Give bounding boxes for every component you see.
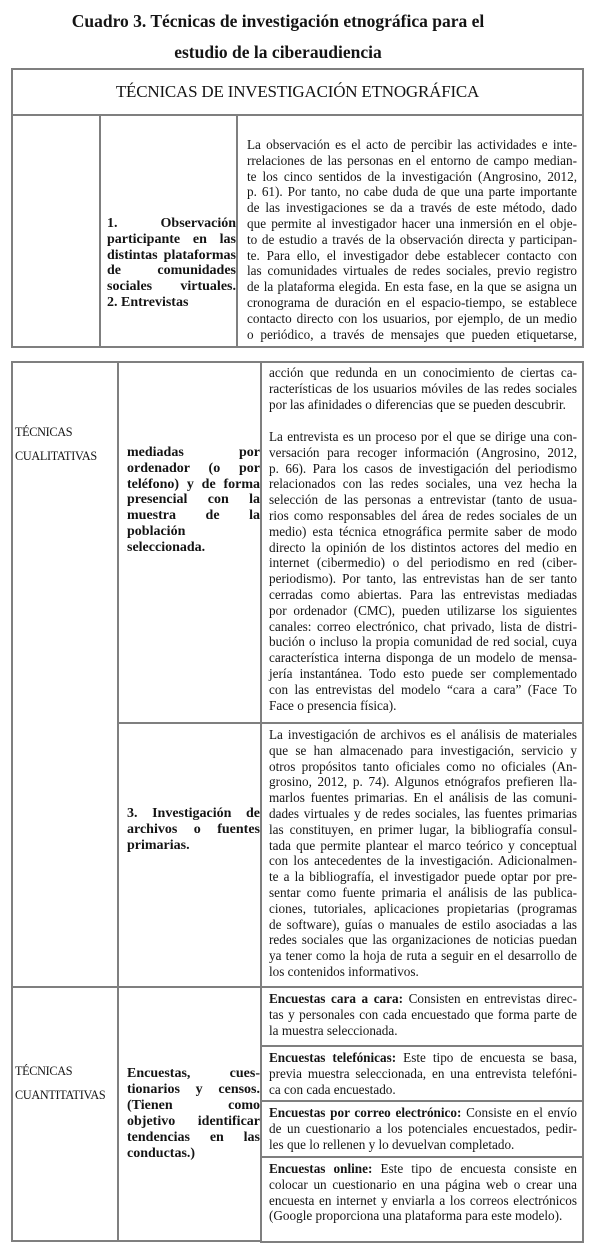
caption-line-1: Cuadro 3. Técnicas de investigación etnográfica para el (71, 11, 485, 31)
survey-text: Consisten en entrevistas direc- (402, 991, 577, 1006)
survey-first-line (269, 1105, 577, 1121)
technique-line: 1. Observación (107, 216, 236, 231)
survey-description (269, 1121, 577, 1153)
technique-line: presencial con la (127, 492, 260, 508)
text-line: por las afinidades o diferencias que se pueden descubrir. (269, 396, 566, 412)
survey-text: Este tipo de encuesta se basa, (396, 1050, 578, 1065)
text-line: los contenidos informativos. (269, 963, 419, 979)
text-line: otros propósitos tanto oficiales como no oficiales (An- (269, 758, 577, 774)
category-label-quantitative (15, 1059, 117, 1107)
text-line: jería instantánea. Todo esto puede ser complementado (269, 665, 577, 681)
text-line: marlos fuentes primarias. En el análisis de las comuni- (269, 790, 577, 806)
text-line: (Google proporciona una plataforma para este modelo). (269, 1208, 563, 1224)
text-line: versación para recoger información (Angrosino, 2012, (269, 444, 577, 460)
description-paragraph (269, 365, 577, 412)
table-header-cell (11, 68, 584, 116)
technique-cell-observation (99, 114, 238, 348)
text-line: previa muestra seleccionada, en una entrevista telefóni- (269, 1065, 577, 1081)
technique-line: (Tienen como (127, 1098, 260, 1113)
survey-cell-online (260, 1156, 584, 1243)
text-line: ciones, tutoriales, aplicaciones propietarias (programas (269, 900, 577, 916)
text-line: rios como responsables del área de redes sociales de un (269, 507, 577, 523)
category-line: CUALITATIVAS (15, 449, 97, 463)
text-line: con los antecedentes de la investigación. Adicionalmen- (269, 853, 577, 869)
description-cell-interviews (260, 361, 584, 724)
category-cell-qualitative (11, 361, 119, 988)
text-line: internet (cibermedio) o del periodismo en red (ciber- (269, 555, 577, 571)
text-line: por ordenador (CMC), pueden utilizarse los siguientes (269, 602, 577, 618)
text-line: con las entrevistas del modelo “cara a cara” (Face To (269, 681, 577, 697)
text-line: de las investigaciones se da a través de este método, dado (247, 200, 577, 216)
survey-description (269, 1007, 577, 1039)
text-line: to de estudio a través de la observación directa y participan- (247, 231, 577, 247)
survey-first-line (269, 1050, 577, 1066)
technique-line: ordenador (o por (127, 460, 260, 476)
technique-cell-archives (117, 722, 262, 988)
text-line: redes sociales que las organizaciones de noticias puedan (269, 932, 577, 948)
text-line: periodismo). Por tanto, las entrevistas han de ser tanto (269, 571, 577, 587)
technique-line: mediadas por (127, 445, 260, 460)
technique-label (127, 806, 260, 853)
text-line: medio) esta técnica etnográfica permite saber de modo (269, 523, 577, 539)
text-line: las comunidades virtuales de redes sociales, previo registro (247, 263, 577, 279)
text-line: La entrevista es un proceso por el que se dirige una con- (269, 428, 577, 444)
survey-label: Encuestas cara a cara: (269, 991, 403, 1006)
table-caption (0, 6, 556, 68)
technique-label (127, 445, 260, 556)
text-line: las constituyen, en primer lugar, la bibliografía consul- (269, 821, 577, 837)
category-label-qualitative (15, 420, 117, 468)
technique-label (107, 216, 236, 311)
text-line: relacionados con las redes sociales, una vez hecha la (269, 476, 577, 492)
text-line: colocar un cuestionario en una página web o crear una (269, 1176, 577, 1192)
survey-cell-face-to-face (260, 986, 584, 1047)
survey-text: Este tipo de encuesta consiste en (372, 1161, 578, 1176)
technique-line: distintas plataformas (107, 247, 236, 263)
description-paragraph (247, 137, 577, 342)
text-line: te los cinco sentidos de la investigación (Angrosino, 2012, (247, 168, 577, 184)
text-line: rrelaciones de las personas en el entorno de campo median- (247, 152, 577, 168)
survey-label: Encuestas online: (269, 1161, 373, 1176)
survey-first-line (269, 1161, 577, 1177)
text-line: bución o incluso la propia comunidad de red social, cuya (269, 634, 577, 650)
technique-line: muestra de la (127, 508, 260, 524)
category-line: CUANTITATIVAS (15, 1088, 106, 1102)
text-line: grosino, 2012, p. 74). Algunos etnógrafos prefieren lla- (269, 774, 577, 790)
technique-line: sociales virtuales. (107, 279, 236, 295)
technique-line: conductas.) (127, 1146, 196, 1161)
description-cell-observation (236, 114, 584, 348)
description-cell-archives (260, 722, 584, 988)
survey-cell-email (260, 1100, 584, 1158)
text-line: de la plataforma elegida. En esta fase, en la que se asigna un (247, 279, 577, 295)
technique-line: objetivo identificar (127, 1114, 260, 1129)
text-line: tas y personales con cada encuestado que forma parte de (269, 1006, 577, 1022)
text-line: Face o presencia física). (269, 697, 397, 713)
text-line: de software), guías o manuales de estilo asociadas a las (269, 916, 577, 932)
text-line: dades virtuales y de redes sociales, las fuentes primarias (269, 805, 577, 821)
technique-line: participante en las (107, 231, 236, 247)
text-line: cronograma de duración en el espacio-tiempo, se establece (247, 294, 577, 310)
text-line: la muestra seleccionada. (269, 1022, 398, 1038)
text-line: les que lo rellenen y lo devuelvan completado. (269, 1136, 515, 1152)
technique-line: de comunidades (107, 263, 236, 279)
text-line: ca con cada encuestado. (269, 1081, 396, 1097)
technique-line: teléfono) y de forma (127, 476, 260, 492)
category-cell-quantitative (11, 986, 119, 1242)
text-line: que se han almacenado para investigación, servicio y (269, 742, 577, 758)
description-paragraph (269, 429, 577, 713)
text-line: La observación es el acto de percibir las actividades e inte- (247, 137, 577, 152)
text-line: acción que redunda en un conocimiento de ciertas ca- (269, 365, 577, 380)
survey-text: Consiste en el envío (461, 1105, 577, 1120)
text-line: te a la bibliografía, el investigador puede optar por pre- (269, 869, 577, 885)
survey-description (269, 1177, 577, 1224)
text-line: La investigación de archivos es el análisis de materiales (269, 727, 577, 742)
survey-label: Encuestas por correo electrónico: (269, 1105, 462, 1120)
technique-cell-interviews (117, 361, 262, 724)
technique-line: primarias. (127, 837, 190, 853)
technique-line: población (127, 523, 186, 539)
technique-line: 3. Investigación de (127, 806, 260, 821)
text-line: de un cuestionario a los potenciales encuestados, pedir- (269, 1120, 577, 1136)
technique-label (127, 1066, 260, 1162)
text-line: encuesta en internet y enviarla a los correos electrónicos (269, 1192, 577, 1208)
technique-line: 2. Entrevistas (107, 294, 189, 310)
caption-line-2: estudio de la ciberaudiencia (174, 42, 382, 62)
technique-line: seleccionada. (127, 539, 206, 555)
technique-line: archivos o fuentes (127, 821, 260, 837)
text-line: te. Para ello, el investigador debe establecer contacto con (247, 247, 577, 263)
text-line: p. 66). Para los casos de investigación del periodismo (269, 460, 577, 476)
survey-first-line (269, 991, 577, 1007)
category-line: TÉCNICAS (15, 1064, 73, 1078)
category-line: TÉCNICAS (15, 425, 73, 439)
survey-cell-telephone (260, 1045, 584, 1102)
text-line: canales: correo electrónico, chat privado, lista de distri- (269, 618, 577, 634)
survey-description (269, 1066, 577, 1098)
description-paragraph (269, 727, 577, 980)
survey-label: Encuestas telefónicas: (269, 1050, 397, 1065)
technique-cell-surveys (117, 986, 262, 1242)
text-line: racterísticas de los usuarios móviles de las redes sociales (269, 380, 577, 396)
text-line: tada que permite plantear el marco teórico y conceptual (269, 837, 577, 853)
category-cell-empty (11, 114, 101, 348)
text-line: o periódico, a través de mensajes que pueden etiquetarse, (247, 326, 577, 342)
text-line: selección de las personas a entrevistar (tanto de usua- (269, 492, 577, 508)
text-line: contacto directo con los usuarios, por ejemplo, de un medio (247, 310, 577, 326)
text-line: p. 61). Por tanto, no cabe duda de que una parte importante (247, 184, 577, 200)
text-line: sentar como fuente primaria el análisis de las publica- (269, 884, 577, 900)
text-line: que permite al investigador hacer una inmersión en el obje- (247, 215, 577, 231)
text-line: cerradas como abiertas. Para las entrevistas mediadas (269, 586, 577, 602)
technique-line: Encuestas, cues- (127, 1066, 260, 1081)
table-header-title: TÉCNICAS DE INVESTIGACIÓN ETNOGRÁFICA (115, 82, 480, 101)
text-line: característica interna disponga de un modelo de mensa- (269, 650, 577, 666)
technique-line: tendencias en las (127, 1130, 260, 1145)
text-line: ya tener como la hoja de ruta a seguir en el desarrollo de (269, 948, 577, 964)
technique-line: tionarios y censos. (127, 1082, 260, 1097)
text-line: directo la opinión de los distintos actores del medio en (269, 539, 577, 555)
